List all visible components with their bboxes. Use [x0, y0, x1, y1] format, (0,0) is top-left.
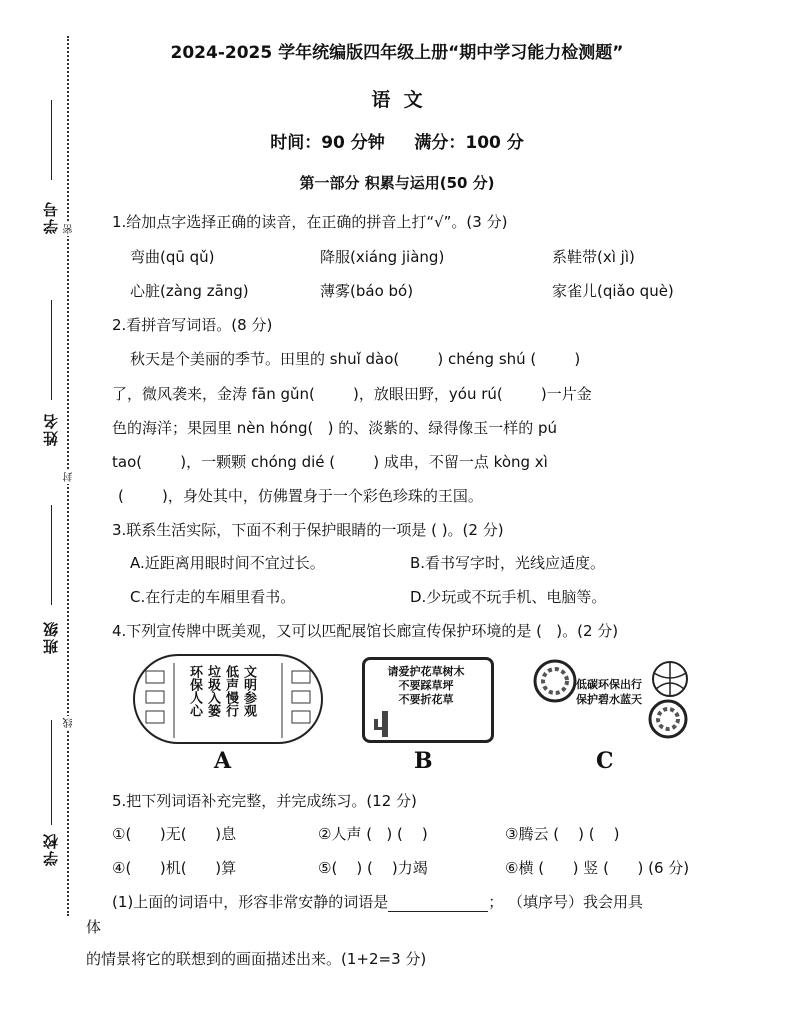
- q3-option-d: D.少玩或不玩手机、电脑等。: [410, 588, 607, 606]
- q2-line: 色的海洋；果园里 nèn hóng( ) 的、淡紫的、绿得像玉一样的 pú: [112, 419, 558, 437]
- q1-item: 降服(xiáng jiàng): [320, 248, 445, 266]
- option-label-a: A: [214, 748, 232, 774]
- q1-item: 家雀儿(qiǎo què): [552, 282, 674, 300]
- name-label: 姓名: [42, 412, 60, 446]
- q5-item: ④( )机( )算: [112, 859, 237, 877]
- q5-sub1-text: (1)上面的词语中，形容非常安静的词语是: [112, 893, 389, 911]
- q4-stem: 4.下列宣传牌中既美观，又可以匹配展馆长廊宣传保护环境的是 ( )。(2 分): [112, 622, 619, 640]
- sign-b-line: 不要折花草: [398, 693, 454, 706]
- sign-a-column: 文明参观: [241, 665, 256, 717]
- q5-item: ①( )无( )息: [112, 825, 237, 843]
- q1-item: 薄雾(báo bó): [320, 282, 414, 300]
- q3-option-a: A.近距离用眼时间不宜过长。: [130, 554, 325, 572]
- time-score-line: 时间：90 分钟 满分：100 分: [270, 133, 524, 153]
- exam-title: 2024-2025 学年统编版四年级上册“期中学习能力检测题”: [170, 43, 624, 63]
- sign-b-line: 不要踩草坪: [398, 679, 454, 692]
- seal-char-mi: 密: [64, 224, 75, 234]
- q5-item: ⑤( ) ( )力竭: [318, 859, 428, 877]
- class-label: 班级: [42, 620, 60, 654]
- cactus-icon: [370, 707, 400, 737]
- q1-item: 弯曲(qū qǔ): [130, 248, 215, 266]
- q3-option-b: B.看书写字时，光线应适度。: [410, 554, 606, 572]
- sign-c-text: [576, 677, 642, 707]
- sign-b-line: 请爱护花草树木: [387, 665, 465, 678]
- answer-blank[interactable]: [388, 893, 488, 912]
- q5-item: ③腾云 ( ) ( ): [505, 825, 620, 843]
- q1-item: 系鞋带(xì jì): [552, 248, 635, 266]
- q2-stem: 2.看拼音写词语。(8 分): [112, 316, 273, 334]
- option-label-b: B: [414, 748, 433, 774]
- student-id-label: 学号: [42, 200, 60, 234]
- sign-a-text: [186, 665, 256, 717]
- sign-c-line: 保护碧水蓝天: [576, 693, 642, 706]
- sign-b-image: [360, 653, 494, 748]
- q5-sub1-cont: 的情景将它的联想到的画面描述出来。(1+2=3 分): [86, 950, 427, 968]
- q2-line: tao( )，一颗颗 chóng dié ( ) 成串，不留一点 kòng xì: [112, 453, 548, 471]
- q2-line: ( )，身处其中，仿佛置身于一个彩色珍珠的王国。: [118, 487, 483, 505]
- sign-a-column: 垃圾入篓: [205, 665, 220, 717]
- sign-a-image: [132, 653, 324, 748]
- sign-a-column: 环保人心: [187, 665, 202, 717]
- part1-heading: 第一部分 积累与运用(50 分): [299, 174, 495, 192]
- q5-stem: 5.把下列词语补充完整，并完成练习。(12 分): [112, 792, 417, 810]
- option-label-c: C: [596, 748, 614, 774]
- seal-char-xian: 线: [64, 718, 75, 728]
- q2-line: 秋天是个美丽的季节。田里的 shuǐ dào( ) chéng shú ( ): [130, 350, 581, 368]
- sign-a-column: 低声慢行: [223, 665, 238, 717]
- q2-line: 了，微风袭来，金涛 fān gǔn( )，放眼田野，yóu rú( )一片金: [112, 385, 592, 403]
- subject-title: 语 文: [371, 89, 423, 111]
- q5-item: ②人声 ( ) ( ): [318, 825, 428, 843]
- q5-item: ⑥横 ( ) 竖 ( ) (6 分): [505, 859, 690, 877]
- school-write-line: [51, 720, 52, 825]
- school-label: 学校: [42, 832, 60, 866]
- q5-sub1-wrap: 体: [86, 918, 102, 936]
- q3-option-c: C.在行走的车厢里看书。: [130, 588, 296, 606]
- sign-b-text: [370, 665, 482, 707]
- sign-c-image: [530, 653, 695, 748]
- seal-char-feng: 封: [64, 472, 75, 482]
- q5-sub1-text: ； （填序号）我会用具: [488, 893, 644, 911]
- q1-item: 心脏(zàng zāng): [130, 282, 249, 300]
- name-write-line: [51, 300, 52, 400]
- sign-c-line: 低碳环保出行: [576, 678, 642, 691]
- q3-stem: 3.联系生活实际，下面不利于保护眼睛的一项是 ( )。(2 分): [112, 521, 504, 539]
- class-write-line: [51, 505, 52, 605]
- q1-stem: 1.给加点字选择正确的读音，在正确的拼音上打“√”。(3 分): [112, 213, 508, 231]
- q5-sub1: [112, 891, 643, 912]
